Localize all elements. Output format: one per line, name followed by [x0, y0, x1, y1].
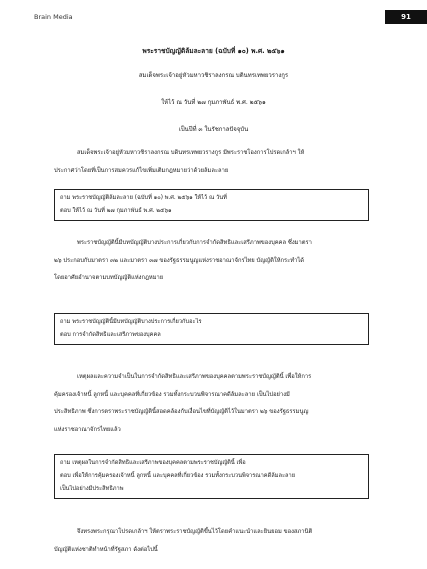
preamble-line-1: สมเด็จพระเจ้าอยู่หัวมหาวชิราลงกรณ บดินทรเทพยวรางกูร มีพระราชโองการโปรดเกล้าฯ ให้	[77, 150, 305, 156]
qa-question-3: ถาม เหตุผลในการจำกัดสิทธิและเสรีภาพของบุคคลตามพระราชบัญญัตินี้ เพื่อ	[60, 460, 246, 466]
enactment-line-2: บัญญัติแห่งชาติทำหน้าที่รัฐสภา ดังต่อไปนี้	[54, 546, 158, 553]
qa-answer-3: ตอบ เพื่อให้การคุ้มครองเจ้าหนี้ ลูกหนี้ และบุคคลที่เกี่ยวข้อง รวมทั้งกระบวนพิจารณาคดีล้มละลาย	[60, 473, 296, 479]
reason-line-4: แห่งราชอาณาจักรไทยแล้ว	[54, 426, 121, 433]
qa-note-box-1	[54, 189, 369, 221]
page-number-badge: 91	[385, 10, 427, 24]
king-name-line: สมเด็จพระเจ้าอยู่หัวมหาวชิราลงกรณ บดินทรเทพยวรางกูร	[138, 72, 289, 79]
qa-answer-3-cont: เป็นไปอย่างมีประสิทธิภาพ	[60, 486, 124, 492]
reason-line-1: เหตุผลและความจำเป็นในการจำกัดสิทธิและเสรีภาพของบุคคลตามพระราชบัญญัตินี้ เพื่อให้การ	[77, 374, 312, 380]
given-date-line: ให้ไว้ ณ วันที่ ๒๗ กุมภาพันธ์ พ.ศ. ๒๕๖๑	[161, 99, 266, 106]
qa-answer-1: ตอบ ให้ไว้ ณ วันที่ ๒๗ กุมภาพันธ์ พ.ศ. ๒๕๖๑	[60, 208, 172, 214]
document-title: พระราชบัญญัติล้มละลาย (ฉบับที่ ๑๐) พ.ศ. ๒๕๖๑	[142, 47, 285, 55]
qa-question-2: ถาม พระราชบัญญัตินี้มีบทบัญญัติบางประการเกี่ยวกับอะไร	[60, 319, 202, 325]
reign-year-line: เป็นปีที่ ๓ ในรัชกาลปัจจุบัน	[178, 126, 249, 133]
reason-paragraph	[54, 369, 376, 439]
restriction-line-3: โดยอาศัยอำนาจตามบทบัญญัติแห่งกฎหมาย	[54, 275, 164, 281]
enactment-paragraph	[54, 524, 376, 559]
reason-line-3: ประสิทธิภาพ ซึ่งการตราพระราชบัญญัตินี้สอดคล้องกับเงื่อนไขที่บัญญัติไว้ในมาตรา ๒๖ ของรัฐธรรมนูญ	[54, 409, 309, 415]
header-brand: Brain Media	[34, 13, 73, 21]
qa-note-box-2	[54, 313, 369, 345]
restriction-paragraph	[54, 235, 376, 288]
preamble-line-2: ประกาศว่าโดยที่เป็นการสมควรแก้ไขเพิ่มเติมกฎหมายว่าด้วยล้มละลาย	[54, 167, 229, 174]
restriction-line-1: พระราชบัญญัตินี้มีบทบัญญัติบางประการเกี่ยวกับการจำกัดสิทธิและเสรีภาพของบุคคล ซึ่งมาตรา	[77, 240, 312, 246]
restriction-line-2: ๒๖ ประกอบกับมาตรา ๓๒ และมาตรา ๓๗ ของรัฐธรรมนูญแห่งราชอาณาจักรไทย บัญญัติให้กระทำได้	[54, 257, 305, 264]
qa-question-1: ถาม พระราชบัญญัติล้มละลาย (ฉบับที่ ๑๐) พ.ศ. ๒๕๖๑ ให้ไว้ ณ วันที่	[60, 195, 227, 201]
enactment-line-1: จึงทรงพระกรุณาโปรดเกล้าฯ ให้ตราพระราชบัญญัติขึ้นไว้โดยคำแนะนำและยินยอม ของสภานิติ	[77, 529, 313, 535]
qa-answer-2: ตอบ การจำกัดสิทธิและเสรีภาพของบุคคล	[60, 332, 161, 338]
preamble-paragraph	[54, 145, 376, 180]
qa-note-box-3	[54, 454, 369, 499]
reason-line-2: คุ้มครองเจ้าหนี้ ลูกหนี้ และบุคคลที่เกี่ยวข้อง รวมทั้งกระบวนพิจารณาคดีล้มละลาย เป็นไปอย่างมี	[54, 391, 290, 398]
